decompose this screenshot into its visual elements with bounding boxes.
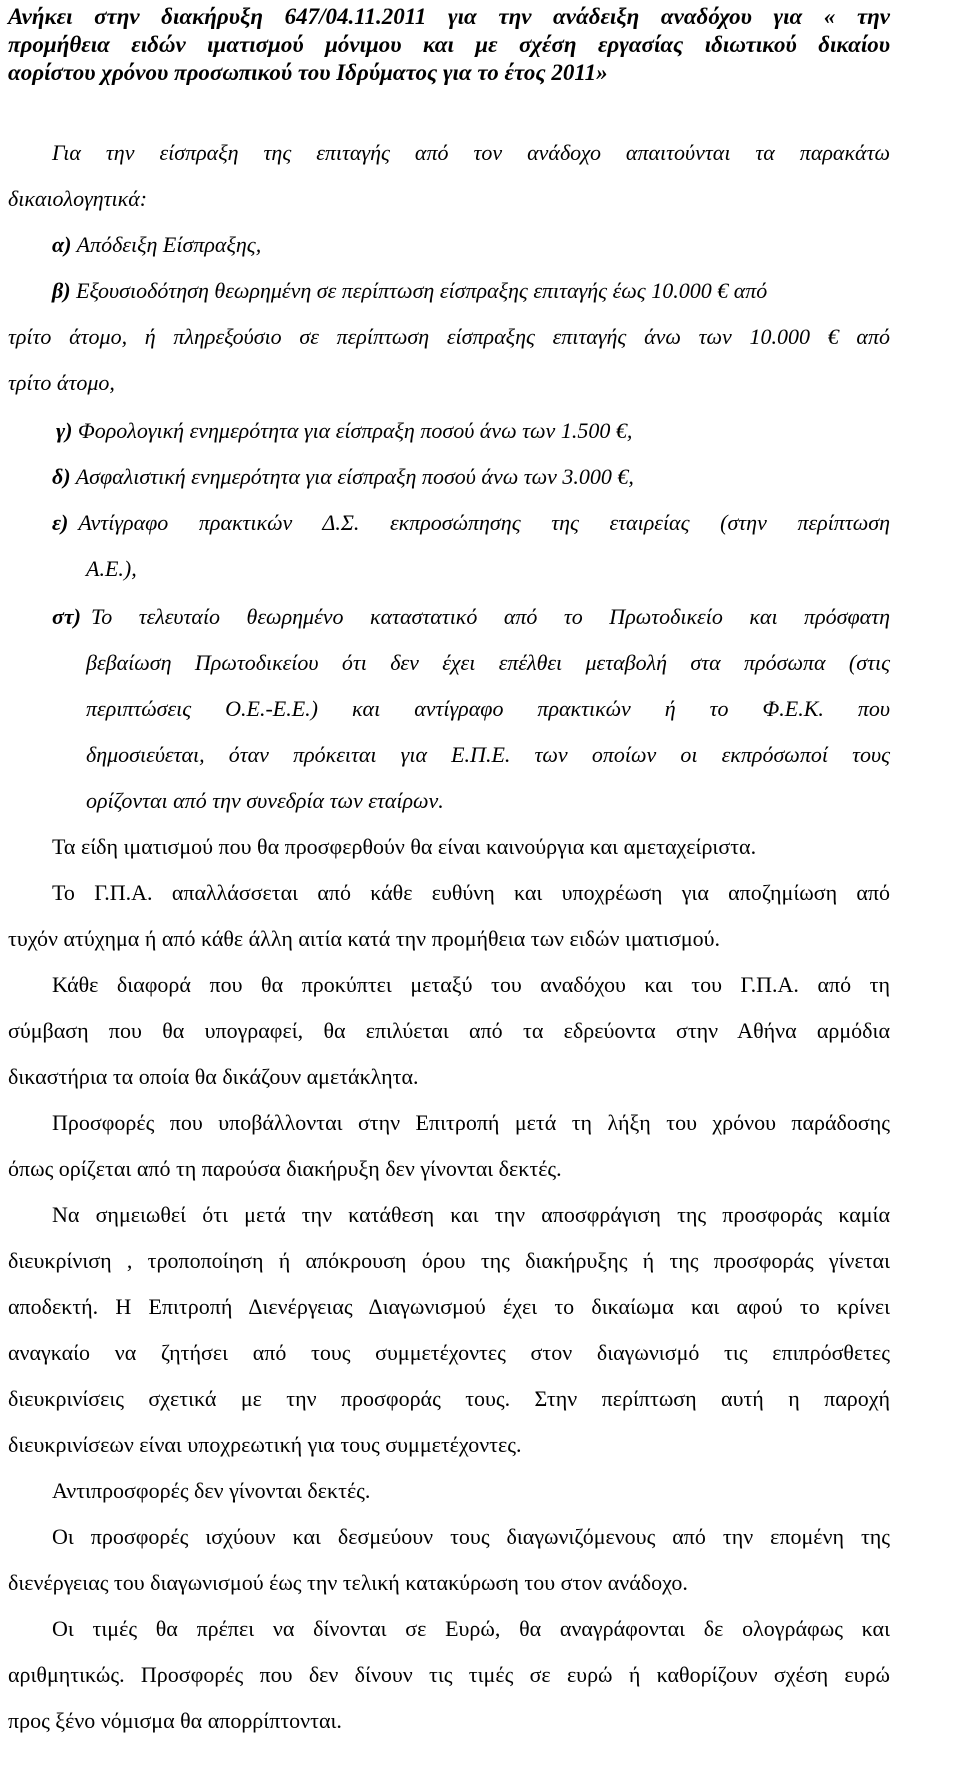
item-b-line-2: τρίτο άτομο, ή πληρεξούσιο σε περίπτωση είσπραξης επιταγής άνω των 10.000 € από (8, 324, 890, 349)
item-st-line-5: ορίζονται από την συνεδρία των εταίρων. (86, 788, 444, 813)
paragraph-1-line-1: Τα είδη ιματισμού που θα προσφερθούν θα είναι καινούργια και αμεταχείριστα. (52, 834, 757, 859)
intro-line-2: δικαιολογητικά: (8, 186, 148, 211)
paragraph-5-line-6: διευκρινίσεων είναι υποχρεωτική για τους συμμετέχοντες. (8, 1432, 522, 1457)
item-e-line-2: Α.Ε.), (86, 556, 137, 581)
paragraph-3-line-1: Κάθε διαφορά που θα προκύπτει μεταξύ του αναδόχου και του Γ.Π.Α. από τη (52, 972, 890, 997)
item-d-text: Ασφαλιστική ενημερότητα για είσπραξη ποσού άνω των 3.000 €, (75, 464, 634, 489)
paragraph-7-line-1: Οι προσφορές ισχύουν και δεσμεύουν τους διαγωνιζόμενους από την επομένη της (52, 1524, 890, 1549)
paragraph-5-line-3: αποδεκτή. Η Επιτροπή Διενέργειας Διαγωνισμού έχει το δικαίωμα και αφού το κρίνει (8, 1294, 890, 1319)
paragraph-3-line-3: δικαστήρια τα οποία θα δικάζουν αμετάκλητα. (8, 1064, 419, 1089)
item-st-text-1: Το τελευταίο θεωρημένο καταστατικό από το Πρωτοδικείο και πρόσφατη (90, 604, 890, 629)
item-a-text: Απόδειξη Είσπραξης, (76, 232, 262, 257)
paragraph-5-line-4: αναγκαίο να ζητήσει από τους συμμετέχοντες στον διαγωνισμό τις επιπρόσθετες (8, 1340, 890, 1365)
paragraph-5-line-5: διευκρινίσεις σχετικά με την προσφοράς τους. Στην περίπτωση αυτή η παροχή (8, 1386, 890, 1411)
paragraph-5-line-2: διευκρίνιση , τροποποίηση ή απόκρουση όρου της διακήρυξης ή της προσφοράς γίνεται (8, 1248, 890, 1273)
item-a (52, 232, 261, 258)
paragraph-3-line-2: σύμβαση που θα υπογραφεί, θα επιλύεται από τα εδρεύοντα στην Αθήνα αρμόδια (8, 1018, 890, 1043)
header-line-3: αορίστου χρόνου προσωπικού του Ιδρύματος για το έτος 2011» (8, 60, 608, 85)
header-line-1: Ανήκει στην διακήρυξη 647/04.11.2011 για την ανάδειξη αναδόχου για « την (8, 4, 890, 29)
item-st-line-1 (52, 604, 890, 630)
item-e-mark: ε) (52, 510, 69, 535)
item-b-line-3: τρίτο άτομο, (8, 370, 115, 395)
paragraph-5-line-1: Να σημειωθεί ότι μετά την κατάθεση και την αποσφράγιση της προσφοράς καμία (52, 1202, 890, 1227)
paragraph-8-line-2: αριθμητικώς. Προσφορές που δεν δίνουν τις τιμές σε ευρώ ή καθορίζουν σχέση ευρώ (8, 1662, 890, 1687)
item-b-text-1: Εξουσιοδότηση θεωρημένη σε περίπτωση είσπραξης επιταγής έως 10.000 € από (76, 278, 768, 303)
paragraph-4-line-2: όπως ορίζεται από τη παρούσα διακήρυξη δεν γίνονται δεκτές. (8, 1156, 562, 1181)
item-g-mark: γ) (56, 418, 73, 443)
item-a-mark: α) (52, 232, 72, 257)
paragraph-2-line-2: τυχόν ατύχημα ή από κάθε άλλη αιτία κατά την προμήθεια των ειδών ιματισμού. (8, 926, 721, 951)
paragraph-4-line-1: Προσφορές που υποβάλλονται στην Επιτροπή μετά τη λήξη του χρόνου παράδοσης (52, 1110, 890, 1135)
item-st-line-4: δημοσιεύεται, όταν πρόκειται για Ε.Π.Ε. των οποίων οι εκπρόσωποί τους (86, 742, 890, 767)
paragraph-6-line-1: Αντιπροσφορές δεν γίνονται δεκτές. (52, 1478, 371, 1503)
item-d-mark: δ) (52, 464, 71, 489)
paragraph-7-line-2: διενέργειας του διαγωνισμού έως την τελική κατακύρωση του στον ανάδοχο. (8, 1570, 688, 1595)
item-e-line-1 (52, 510, 890, 536)
paragraph-2-line-1: Το Γ.Π.Α. απαλλάσσεται από κάθε ευθύνη και υποχρέωση για αποζημίωση από (52, 880, 890, 905)
header-line-2: προμήθεια ειδών ιματισμού μόνιμου και με σχέση εργασίας ιδιωτικού δικαίου (8, 32, 890, 57)
intro-line-1: Για την είσπραξη της επιταγής από τον ανάδοχο απαιτούνται τα παρακάτω (52, 140, 890, 165)
item-st-line-3: περιπτώσεις Ο.Ε.-Ε.Ε.) και αντίγραφο πρακτικών ή το Φ.Ε.Κ. που (86, 696, 890, 721)
paragraph-8-line-1: Οι τιμές θα πρέπει να δίνονται σε Ευρώ, θα αναγράφονται δε ολογράφως και (52, 1616, 890, 1641)
item-e-text-1: Αντίγραφο πρακτικών Δ.Σ. εκπροσώπησης της εταιρείας (στην περίπτωση (78, 510, 890, 535)
item-b-mark: β) (52, 278, 71, 303)
item-g (56, 418, 632, 444)
item-b-line-1 (52, 278, 890, 304)
item-st-mark: στ) (52, 604, 81, 629)
item-st-line-2: βεβαίωση Πρωτοδικείου ότι δεν έχει επέλθει μεταβολή στα πρόσωπα (στις (86, 650, 890, 675)
item-g-text: Φορολογική ενημερότητα για είσπραξη ποσού άνω των 1.500 €, (77, 418, 633, 443)
item-d (52, 464, 634, 490)
paragraph-8-line-3: προς ξένο νόμισμα θα απορρίπτονται. (8, 1708, 342, 1733)
